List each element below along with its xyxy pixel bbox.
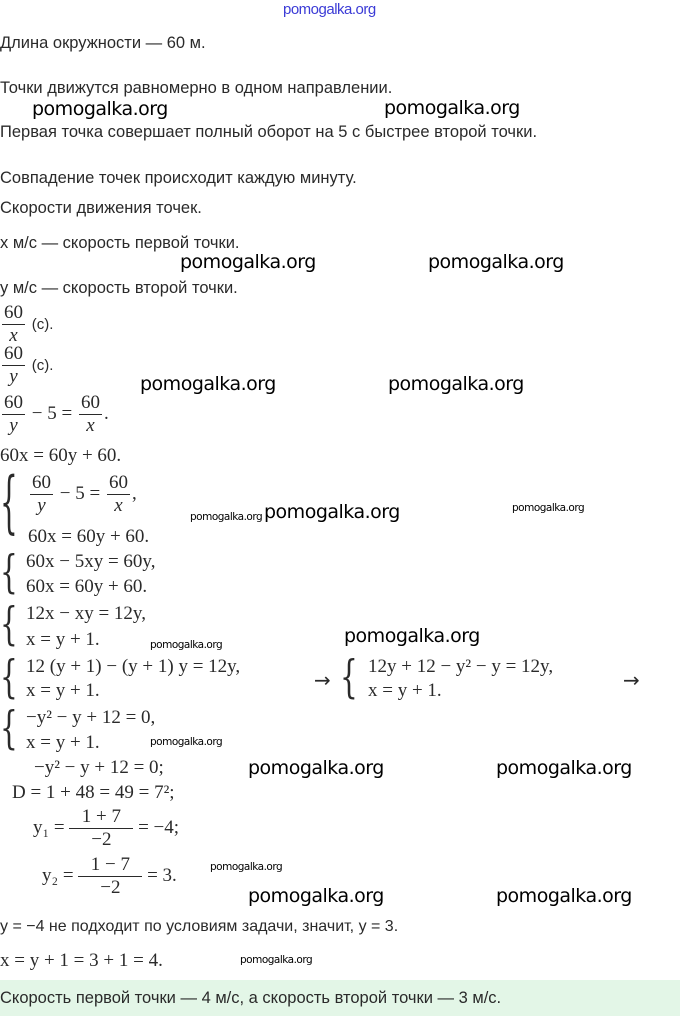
watermark: pomogalka.org [248,885,384,907]
denominator: y [37,495,46,516]
watermark: pomogalka.org [240,954,313,966]
watermark: pomogalka.org [264,501,400,523]
watermark: pomogalka.org [496,757,632,779]
system4-line2: x = y + 1. [26,680,100,701]
watermark: pomogalka.org [496,885,632,907]
watermark: pomogalka.org [248,757,384,779]
watermark: pomogalka.org [384,97,520,119]
denominator: −2 [91,829,112,850]
numerator: 60 [80,392,100,413]
watermark: pomogalka.org [210,861,283,873]
equation-2: 60x = 60y + 60. [0,445,122,466]
watermark: pomogalka.org [150,736,223,748]
watermark: pomogalka.org [388,373,524,395]
watermark: pomogalka.org [32,98,168,120]
system3-line2: x = y + 1. [26,629,100,650]
watermark: pomogalka.org [512,502,585,514]
system4-line1: 12 (y + 1) − (y + 1) y = 12y, [26,656,241,677]
denominator: −2 [100,877,121,898]
operator: − 5 = [59,482,101,504]
lhs: y₁ = [33,816,65,838]
system5-line1: −y² − y + 12 = 0, [26,707,156,728]
x-definition: x м/с — скорость первой точки. [0,234,240,252]
left-brace-icon: { [0,597,18,650]
unit: (с). [31,356,54,374]
operator: − 5 = [31,402,73,424]
left-brace-icon: { [340,650,358,703]
denominator: y [9,366,18,387]
watermark: pomogalka.org [428,251,564,273]
find-text: Скорости движения точек. [0,199,202,217]
system4b-line2: x = y + 1. [368,680,442,701]
punct: . [103,402,109,424]
numerator: 60 [4,343,23,364]
unit: (с). [31,315,54,333]
answer-box [0,980,680,1016]
root-y1 [33,806,179,851]
arrow-right-icon: → [314,668,331,692]
left-brace-icon: { [0,701,18,754]
numerator: 1 + 7 [69,806,133,829]
system1-line2: 60x = 60y + 60. [28,526,150,547]
time-second [0,343,53,388]
watermark: pomogalka.org [180,251,316,273]
given-circumference: Длина окружности — 60 м. [0,34,206,52]
watermark: pomogalka.org [283,1,376,18]
numerator: 60 [4,302,23,323]
watermark: pomogalka.org [140,373,276,395]
numerator: 1 − 7 [78,854,142,877]
time-first [0,302,53,347]
arrow-right-icon: → [623,668,640,692]
left-brace-icon: { [0,462,18,542]
left-brace-icon: { [0,650,18,703]
answer-text: Скорость первой точки — 4 м/с, а скорость второй точки — 3 м/с. [0,989,502,1007]
system1-line1 [28,472,137,517]
given-lap: Первая точка совершает полный оборот на 5 с быстрее второй точки. [0,123,538,141]
numerator: 60 [108,472,128,493]
numerator: 60 [32,472,51,493]
denominator: x [114,495,123,516]
root-y2 [42,854,177,899]
rhs: = −4; [138,816,180,838]
watermark: pomogalka.org [150,639,223,651]
conclusion: y = −4 не подходит по условиям задачи, значит, y = 3. [0,918,399,935]
given-meet: Совпадение точек происходит каждую минуту. [0,169,357,187]
left-brace-icon: { [0,545,18,598]
y-definition: y м/с — скорость второй точки. [0,279,238,297]
punct: , [131,482,137,504]
denominator: y [9,415,18,436]
x-value: x = y + 1 = 3 + 1 = 4. [0,950,163,971]
watermark: pomogalka.org [190,511,263,523]
system5-line2: x = y + 1. [26,732,100,753]
watermark: pomogalka.org [344,625,480,647]
system2-line2: 60x = 60y + 60. [26,576,148,597]
system4b-line1: 12y + 12 − y² − y = 12y, [368,656,554,677]
equation-1 [0,392,109,437]
denominator: x [9,325,18,346]
numerator: 60 [4,392,23,413]
system2-line1: 60x − 5xy = 60y, [26,551,156,572]
rhs: = 3. [147,864,177,886]
quadratic-equation: −y² − y + 12 = 0; [34,757,164,778]
lhs: y₂ = [42,864,74,886]
given-motion: Точки движутся равномерно в одном направлении. [0,79,393,97]
denominator: x [86,415,95,436]
discriminant: D = 1 + 48 = 49 = 7²; [12,782,175,803]
system3-line1: 12x − xy = 12y, [26,603,146,624]
